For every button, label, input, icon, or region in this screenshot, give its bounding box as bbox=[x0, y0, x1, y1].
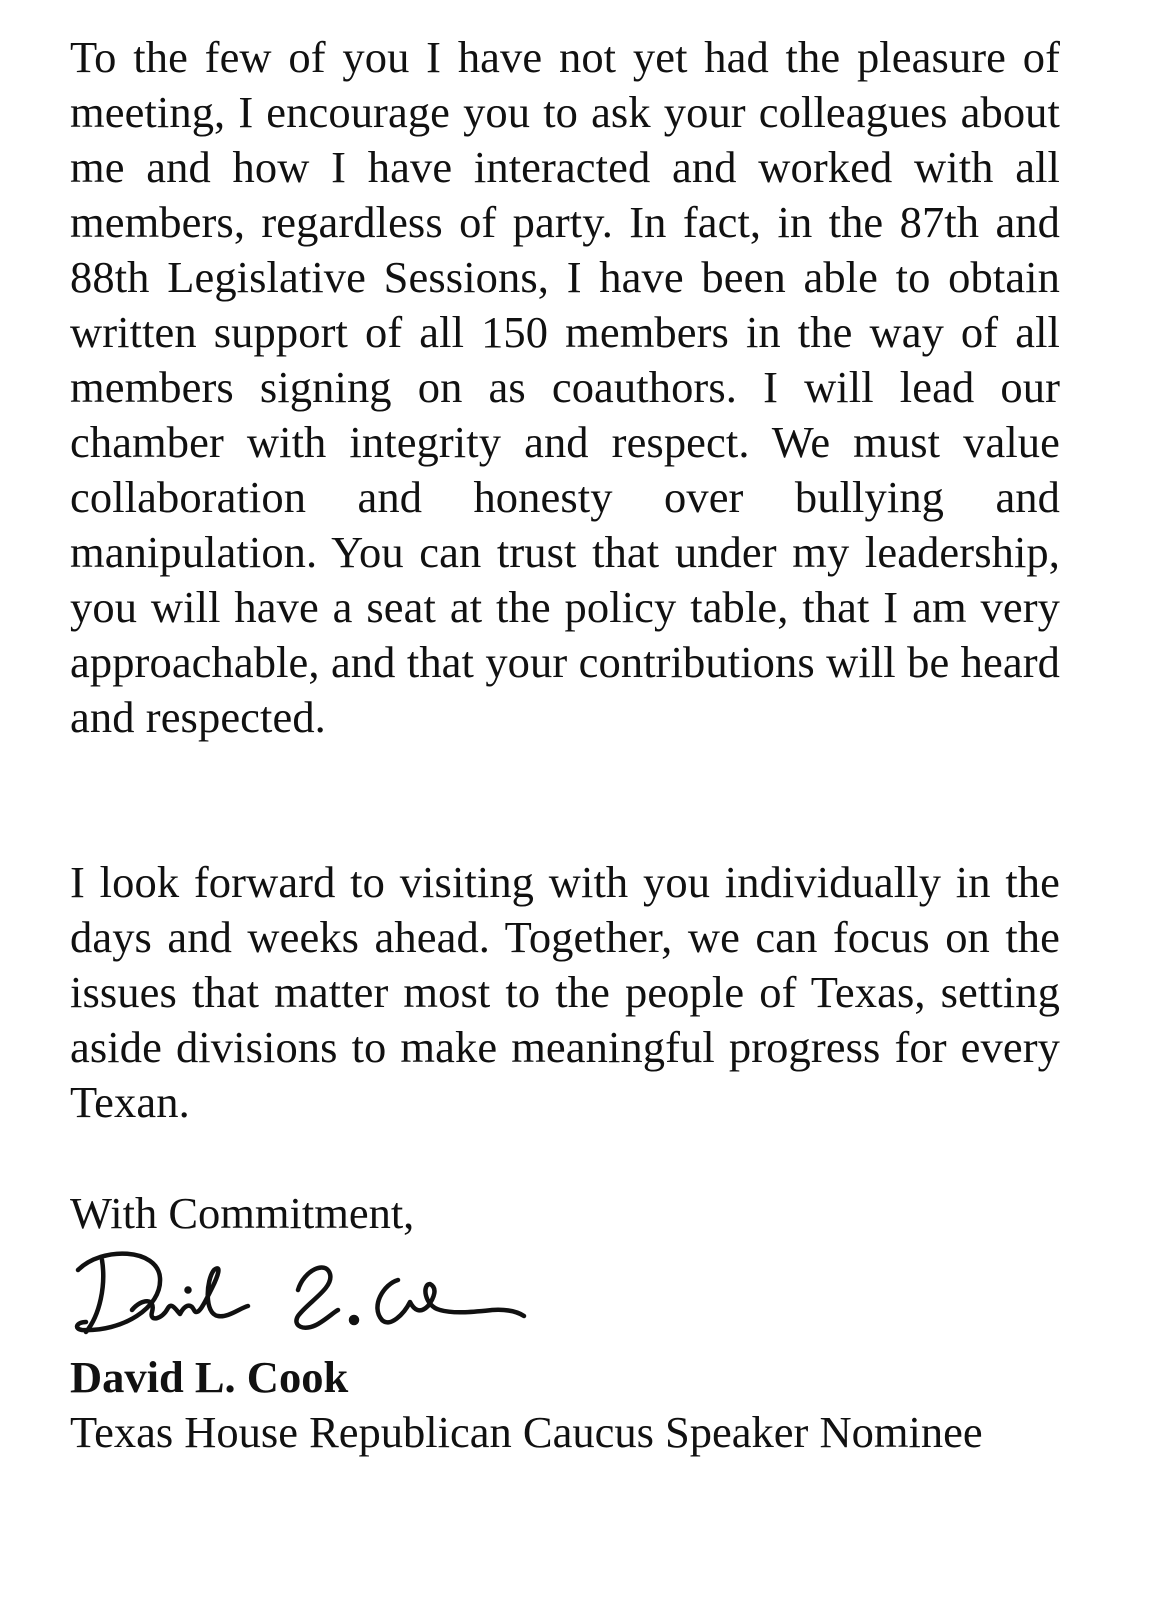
letter-paragraph-1: To the few of you I have not yet had the pleasure of meeting, I encourage you to ask your colleagues about me and how I have interacted and worked with all members, regardless of party. In fact, in the 87th and 88th Legislative Sessions, I have been able to obtain written support of all 150 members in the way of all members signing on as coauthors. I will lead our chamber with integrity and respect. We must value collaboration and honesty over bullying and manipulation. You can trust that under my leadership, you will have a seat at the policy table, that I am very approachable, and that your contributions will be heard and respected. bbox=[70, 32, 1060, 742]
signature-icon bbox=[72, 1240, 532, 1350]
letter-paragraph-2: I look forward to visiting with you individually in the days and weeks ahead. Together, we can focus on the issues that matter most to the people of Texas, setting aside divisions to make meaningful progress for every Texan. bbox=[70, 857, 1060, 1127]
signer-name: David L. Cook bbox=[70, 1352, 349, 1402]
signer-title: Texas House Republican Caucus Speaker Nominee bbox=[70, 1407, 983, 1457]
letter-closing: With Commitment, bbox=[70, 1188, 415, 1238]
